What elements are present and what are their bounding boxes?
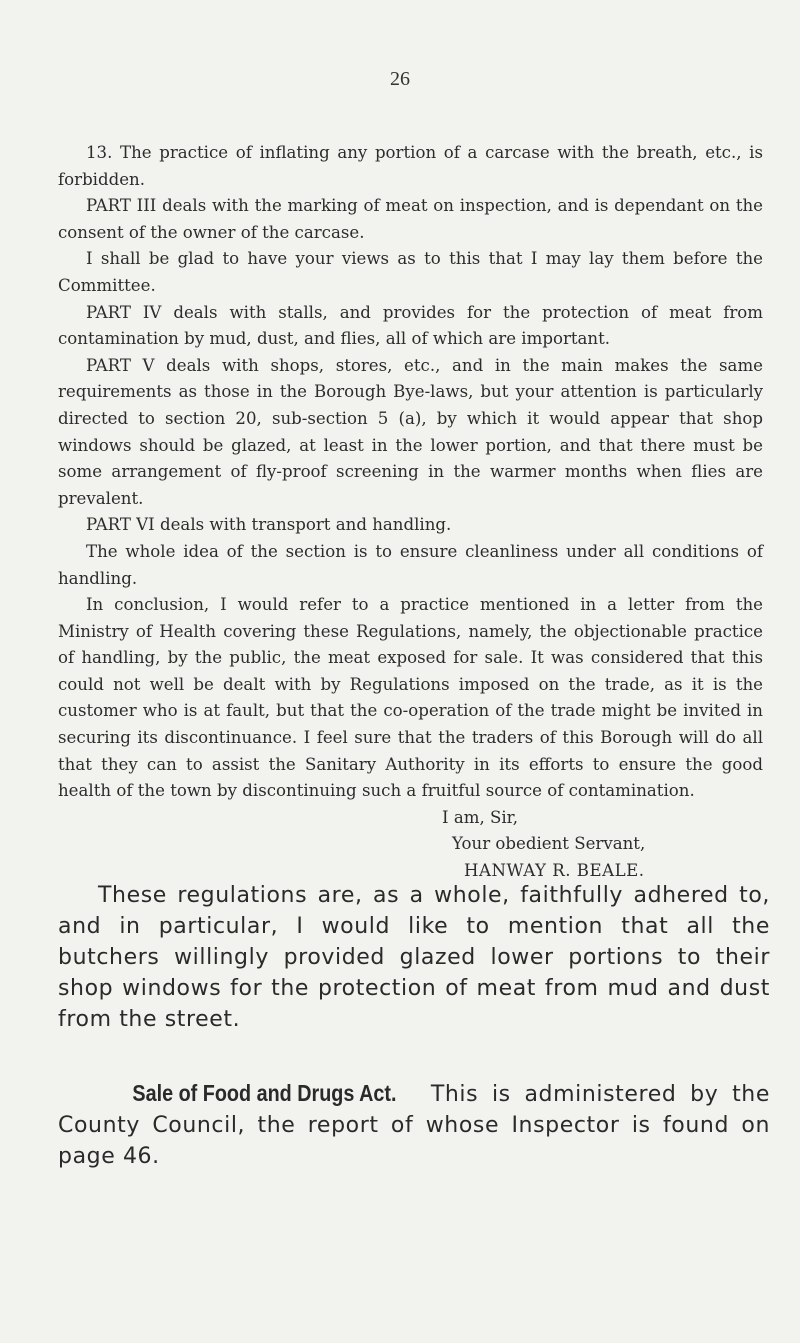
paragraph-regulations-adhered: These regulations are, as a whole, faithfully adhered to, and in particular, I would like to mention that all the butchers willingly provided glazed lower portions to their shop windows for the protection of meat from mud and dust from the street.: [58, 883, 770, 1032]
paragraph-sale-of-food: [58, 1078, 770, 1172]
report-body: [58, 880, 770, 1172]
sale-of-food-heading: Sale of Food and Drugs Act.: [132, 1080, 397, 1106]
paragraph-conclusion: In conclusion, I would refer to a practice mentioned in a letter from the Ministry of Health covering these Regulations, namely, the objectionable practice of handling, by the public, the meat exposed for sale. It was considered that this could not well be dealt with by Regulations imposed on the trade, as it is the customer who is at fault, but that the co-operation of the trade might be invited in securing its discontinuance. I feel sure that the traders of this Borough will do all that they can to assist the Sanitary Authority in its efforts to ensure the good health of the town by discontinuing such a fruitful source of contamination.: [58, 595, 763, 801]
paragraph-views: I shall be glad to have your views as to this that I may lay them before the Committee.: [58, 249, 763, 295]
paragraph-13: 13. The practice of inflating any portion of a carcase with the breath, etc., is forbidden.: [58, 143, 763, 189]
letter-body: [58, 140, 763, 885]
paragraph-whole-idea: The whole idea of the section is to ensure cleanliness under all conditions of handling.: [58, 541, 763, 588]
paragraph-part-vi: PART VI deals with transport and handling.: [86, 515, 452, 535]
paragraph-part-iv: PART IV deals with stalls, and provides for the protection of meat from contamination by mud, dust, and flies, all of which are important.: [58, 302, 763, 349]
letter-closing: [58, 805, 763, 885]
paragraph-part-iii: PART III deals with the marking of meat on inspection, and is dependant on the consent of the owner of the carcase.: [58, 196, 763, 242]
signoff: Your obedient Servant,: [452, 834, 646, 854]
signature: HANWAY R. BEALE.: [464, 861, 645, 881]
page-number: 26: [390, 68, 410, 90]
paragraph-part-v: PART V deals with shops, stores, etc., and in the main makes the same requirements as those in the Borough Bye-laws, but your attention is particularly directed to section 20, sub-section 5 (a), by which it would appear that shop windows should be glazed, at least in the lower portion, and that there must be some arrangement of fly-proof screening in the warmer months when flies are prevalent.: [58, 355, 763, 508]
salutation: I am, Sir,: [442, 807, 519, 827]
sale-of-food-text: This is administered by the County Council, the report of whose Inspector is found on page 46.: [58, 1082, 770, 1169]
